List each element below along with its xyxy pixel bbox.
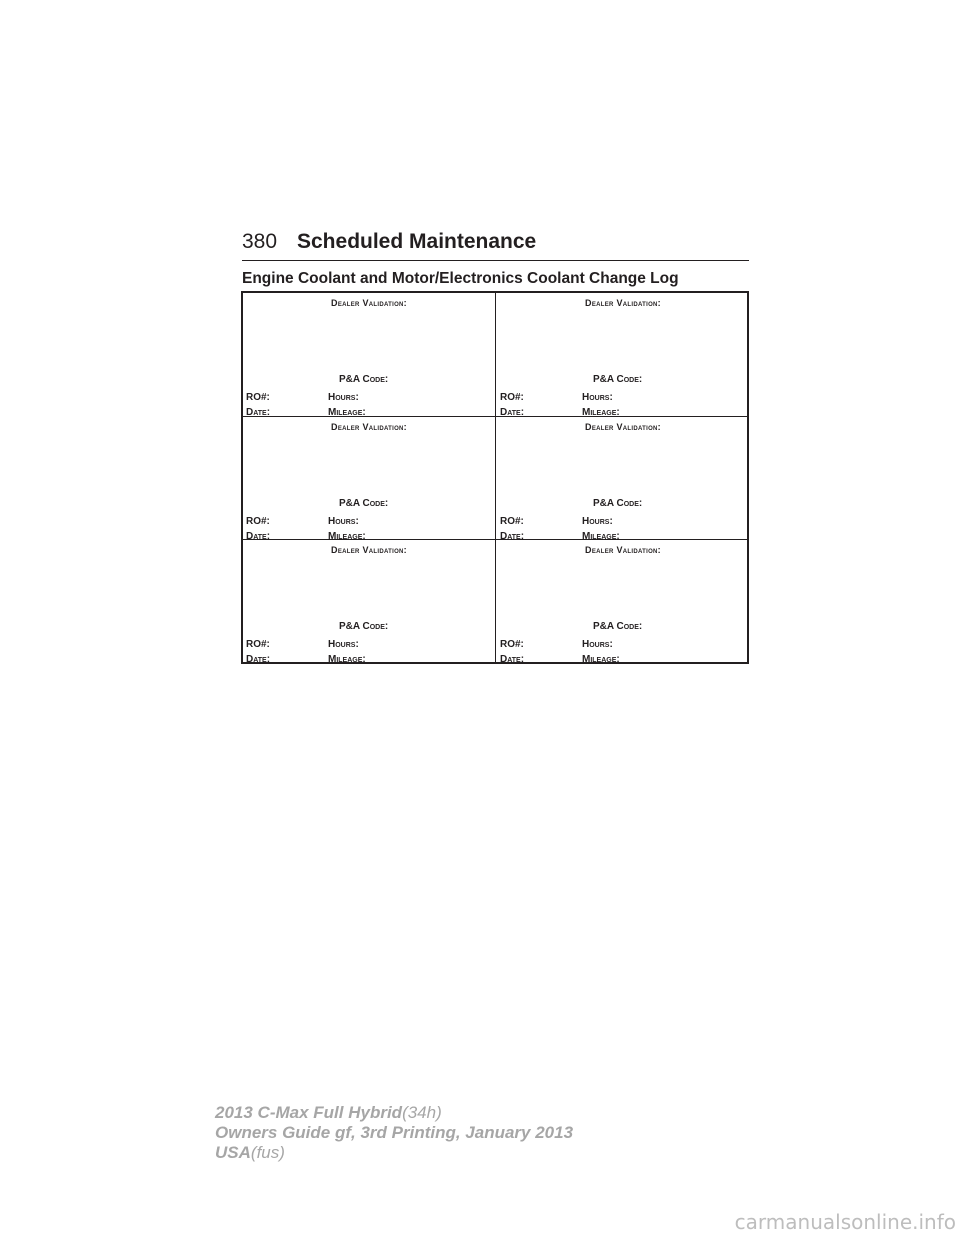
hours-label: Hours: bbox=[582, 392, 613, 403]
hours-label: Hours: bbox=[582, 639, 613, 650]
page-header bbox=[242, 230, 749, 261]
dealer-validation-label: Dealer Validation: bbox=[331, 298, 407, 308]
hours-label: Hours: bbox=[328, 639, 359, 650]
footer-line-3 bbox=[215, 1143, 573, 1163]
ro-number-label: RO#: bbox=[246, 639, 270, 650]
date-label: Date: bbox=[500, 407, 525, 418]
footer-model: 2013 C-Max Full Hybrid bbox=[215, 1103, 403, 1122]
log-entry-2 bbox=[497, 293, 749, 416]
footer-line-1 bbox=[215, 1103, 573, 1123]
pa-code-label: P&A Code: bbox=[339, 498, 389, 509]
change-log-table bbox=[241, 291, 749, 664]
date-label: Date: bbox=[500, 654, 525, 665]
pa-code-label: P&A Code: bbox=[339, 374, 389, 385]
dealer-validation-label: Dealer Validation: bbox=[331, 422, 407, 432]
pa-code-label: P&A Code: bbox=[593, 498, 643, 509]
mileage-label: Mileage: bbox=[328, 407, 366, 418]
watermark: carmanualsonline.info bbox=[734, 1210, 956, 1234]
date-label: Date: bbox=[246, 654, 271, 665]
ro-number-label: RO#: bbox=[500, 392, 524, 403]
mileage-label: Mileage: bbox=[582, 654, 620, 665]
page-number: 380 bbox=[242, 230, 278, 253]
log-entry-3 bbox=[243, 417, 495, 540]
pa-code-label: P&A Code: bbox=[593, 374, 643, 385]
hours-label: Hours: bbox=[328, 392, 359, 403]
section-title: Scheduled Maintenance bbox=[297, 230, 537, 253]
date-label: Date: bbox=[500, 531, 525, 542]
dealer-validation-label: Dealer Validation: bbox=[331, 545, 407, 555]
log-entry-1 bbox=[243, 293, 495, 416]
dealer-validation-label: Dealer Validation: bbox=[585, 545, 661, 555]
mileage-label: Mileage: bbox=[582, 531, 620, 542]
dealer-validation-label: Dealer Validation: bbox=[585, 422, 661, 432]
footer-model-code: (34h) bbox=[402, 1103, 442, 1122]
log-title: Engine Coolant and Motor/Electronics Coolant Change Log bbox=[242, 270, 679, 287]
footer-market: USA bbox=[215, 1143, 251, 1162]
log-entry-5 bbox=[243, 540, 495, 663]
dealer-validation-label: Dealer Validation: bbox=[585, 298, 661, 308]
mileage-label: Mileage: bbox=[328, 531, 366, 542]
log-entry-4 bbox=[497, 417, 749, 540]
date-label: Date: bbox=[246, 407, 271, 418]
pa-code-label: P&A Code: bbox=[339, 621, 389, 632]
ro-number-label: RO#: bbox=[500, 639, 524, 650]
hours-label: Hours: bbox=[328, 516, 359, 527]
ro-number-label: RO#: bbox=[246, 516, 270, 527]
pa-code-label: P&A Code: bbox=[593, 621, 643, 632]
print-footer bbox=[215, 1103, 573, 1163]
ro-number-label: RO#: bbox=[500, 516, 524, 527]
hours-label: Hours: bbox=[582, 516, 613, 527]
column-divider bbox=[495, 293, 496, 662]
mileage-label: Mileage: bbox=[328, 654, 366, 665]
footer-market-code: (fus) bbox=[250, 1143, 285, 1162]
ro-number-label: RO#: bbox=[246, 392, 270, 403]
footer-line-2: Owners Guide gf, 3rd Printing, January 2013 bbox=[215, 1123, 574, 1142]
date-label: Date: bbox=[246, 531, 271, 542]
mileage-label: Mileage: bbox=[582, 407, 620, 418]
log-entry-6 bbox=[497, 540, 749, 663]
